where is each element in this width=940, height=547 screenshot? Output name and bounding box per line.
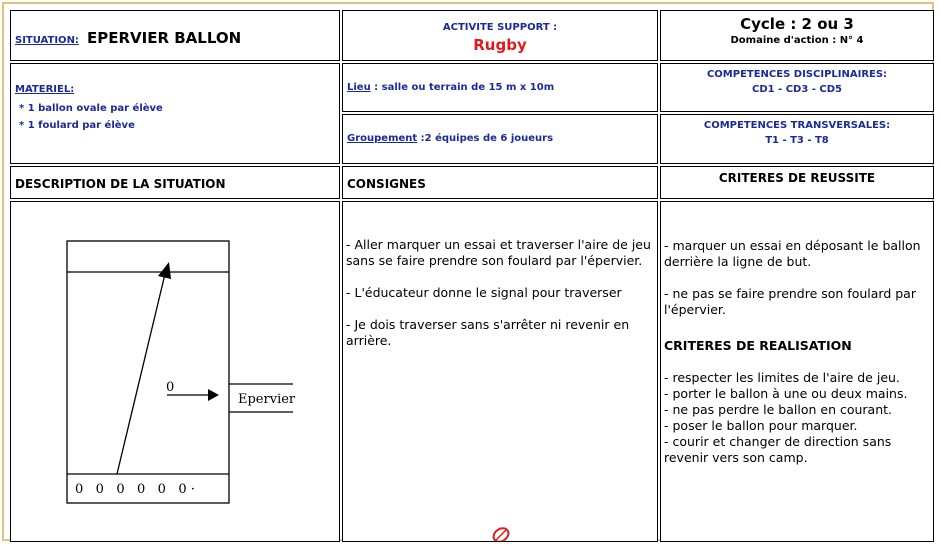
epervier-arrow-head (208, 389, 219, 401)
description-header-cell (10, 166, 340, 199)
consignes-header: CONSIGNES (347, 177, 426, 191)
epervier-label: Epervier (238, 392, 296, 407)
run-path-arrowhead (158, 262, 171, 279)
competences-disciplinaires-label: COMPETENCES DISCIPLINAIRES: (706, 69, 888, 80)
description-body-cell (10, 201, 340, 542)
field-diagram (61, 232, 301, 512)
situation-label: SITUATION: (15, 35, 79, 46)
lieu-cell (342, 63, 658, 112)
cycle-title: Cycle : 2 ou 3 (740, 15, 854, 33)
groupement-text (347, 133, 553, 144)
situation-sheet (2, 2, 934, 541)
activite-value: Rugby (473, 36, 527, 54)
lieu-label: Lieu (347, 82, 371, 93)
criteres-list (664, 238, 932, 466)
materiel-item: * 1 foulard par élève (19, 120, 135, 131)
materiel-cell (10, 63, 340, 164)
situation-title: EPERVIER BALLON (87, 29, 242, 47)
critere-reussite-item: - marquer un essai en déposant le ballon derrière la ligne de but. (664, 238, 921, 269)
groupement-value: :2 équipes de 6 joueurs (417, 133, 554, 144)
criteres-body-cell (660, 201, 934, 542)
activite-cell (342, 10, 658, 61)
description-header: DESCRIPTION DE LA SITUATION (15, 177, 226, 191)
materiel-list (19, 100, 163, 134)
diagram-number-label: 0 (166, 380, 175, 395)
activite-label: ACTIVITE SUPPORT : (442, 22, 558, 33)
critere-reussite-item: - ne pas se faire prendre son foulard par l'épervier. (664, 286, 916, 317)
critere-realisation-item: - respecter les limites de l'aire de jeu. (664, 370, 900, 385)
players-row: 0 0 0 0 0 0 · (75, 482, 195, 497)
groupement-label: Groupement (347, 133, 418, 144)
consigne-item: - L'éducateur donne le signal pour traverser (346, 285, 622, 300)
consigne-item: - Je dois traverser sans s'arrêter ni revenir en arrière. (346, 317, 630, 348)
criteres-header-cell (660, 166, 934, 199)
criteres-header: CRITERES DE REUSSITE (718, 171, 876, 185)
competences-transversales-cell (660, 114, 934, 164)
lieu-value: : salle ou terrain de 15 m x 10m (370, 82, 555, 93)
situation-cell (10, 10, 340, 61)
consignes-header-cell (342, 166, 658, 199)
critere-realisation-item: - courir et changer de direction sans revenir vers son camp. (664, 434, 892, 465)
consignes-body-cell (342, 201, 658, 542)
critere-realisation-item: - ne pas perdre le ballon en courant. (664, 402, 893, 417)
consigne-item: - Aller marquer un essai et traverser l'aire de jeu sans se faire prendre son foulard par l'épervier. (346, 237, 651, 268)
competences-transversales-value: T1 - T3 - T8 (765, 135, 829, 146)
groupement-cell (342, 114, 658, 164)
rugby-ball-icon (491, 526, 511, 542)
field-outline (67, 241, 229, 503)
cycle-subtitle: Domaine d'action : N° 4 (730, 35, 864, 46)
competences-disciplinaires-cell (660, 63, 934, 112)
critere-realisation-item: - poser le ballon pour marquer. (664, 418, 858, 433)
competences-transversales-label: COMPETENCES TRANSVERSALES: (703, 120, 891, 131)
cycle-cell (660, 10, 934, 61)
lieu-text (347, 82, 554, 93)
criteres-realisation-title: CRITERES DE REALISATION (664, 338, 852, 353)
materiel-item: * 1 ballon ovale par élève (19, 103, 163, 114)
competences-disciplinaires-value: CD1 - CD3 - CD5 (751, 84, 843, 95)
critere-realisation-item: - porter le ballon à une ou deux mains. (664, 386, 908, 401)
materiel-label: MATERIEL: (15, 84, 75, 95)
consignes-list (346, 237, 654, 365)
run-path-line (117, 274, 165, 474)
